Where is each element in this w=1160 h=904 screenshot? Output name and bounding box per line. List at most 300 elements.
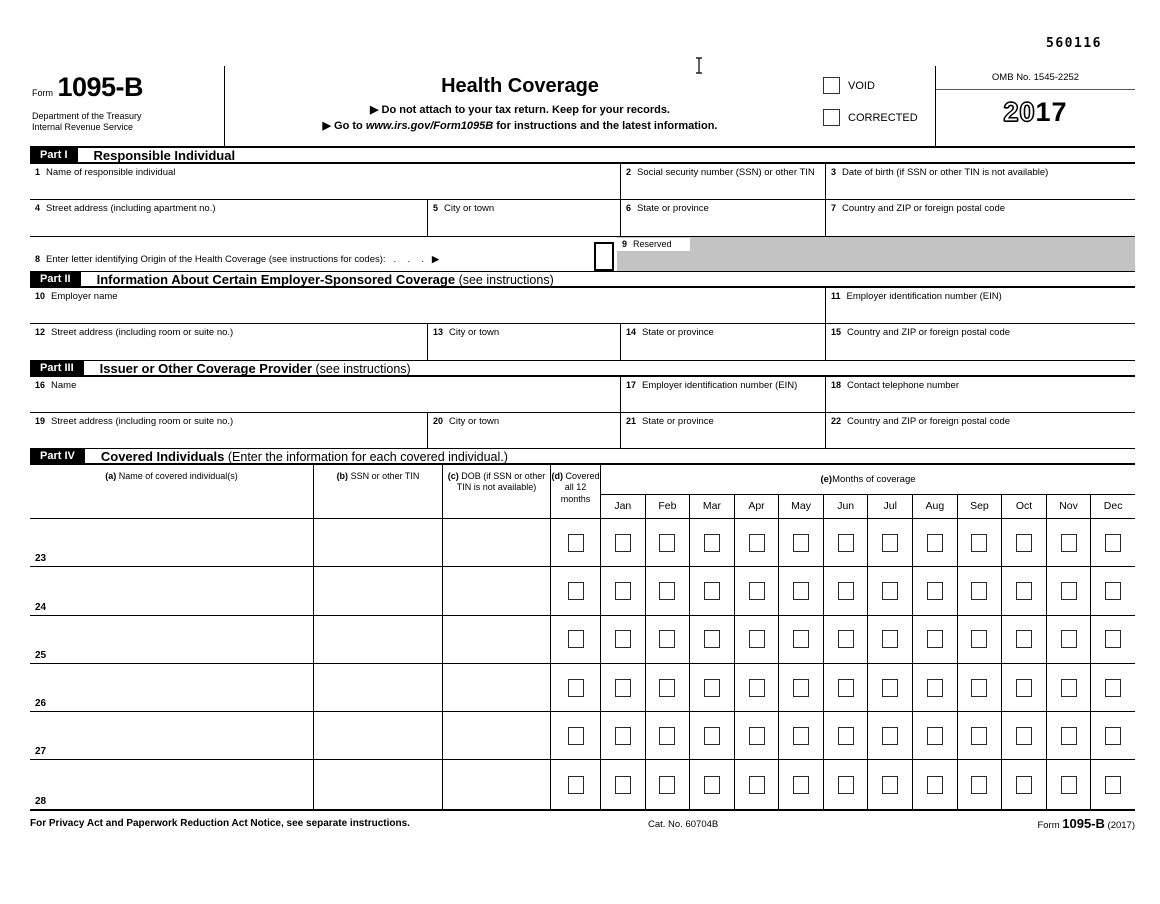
row-number: 25 — [35, 649, 47, 661]
row26-may-checkbox[interactable] — [793, 679, 809, 697]
footer-form-number: 1095-B — [1062, 816, 1105, 831]
row25-aug-cell — [912, 616, 957, 663]
row24-dob-cell[interactable] — [442, 567, 550, 614]
month-header-oct: Oct — [1001, 495, 1046, 518]
row26-aug-cell — [912, 664, 957, 711]
row28-dec-cell — [1090, 760, 1135, 808]
field-5-city[interactable] — [427, 200, 620, 236]
row23-mar-checkbox[interactable] — [704, 534, 720, 552]
part3-chip: Part III — [30, 361, 84, 376]
row24-ssn-cell[interactable] — [313, 567, 442, 614]
row25-oct-cell — [1001, 616, 1046, 663]
row27-months-cells — [600, 712, 1135, 759]
row23-all-12-months-checkbox[interactable] — [568, 534, 584, 552]
covered-individual-row-28 — [30, 760, 1135, 808]
row23-jun-cell — [823, 519, 868, 566]
field-8-origin-code — [30, 237, 617, 271]
field-label: City or town — [449, 327, 500, 338]
col-b-label: SSN or other TIN — [348, 471, 420, 481]
month-header-jul: Jul — [867, 495, 912, 518]
col-e-prefix: (e) — [820, 474, 833, 485]
part1-chip: Part I — [30, 148, 78, 163]
row25-jun-checkbox[interactable] — [838, 630, 854, 648]
part2-row1 — [30, 288, 1135, 324]
covered-individual-row-26 — [30, 664, 1135, 712]
row25-jun-cell — [823, 616, 868, 663]
form-number: 1095-B — [57, 72, 144, 102]
row27-mar-checkbox[interactable] — [704, 727, 720, 745]
covered-individuals-header — [30, 465, 1135, 519]
row24-oct-cell — [1001, 567, 1046, 614]
row24-name-cell[interactable] — [30, 567, 313, 614]
row23-mar-cell — [689, 519, 734, 566]
col-a-label: Name of covered individual(s) — [116, 471, 238, 481]
row27-sep-checkbox[interactable] — [971, 727, 987, 745]
row28-aug-checkbox[interactable] — [927, 776, 943, 794]
field-15-country-zip[interactable] — [825, 324, 1135, 360]
part4-title — [101, 449, 508, 464]
field-11-ein[interactable] — [825, 288, 1135, 323]
row27-jul-checkbox[interactable] — [882, 727, 898, 745]
row28-nov-cell — [1046, 760, 1091, 808]
form-note-1: ▶ Do not attach to your tax return. Keep for your records. — [369, 104, 670, 116]
field-20-city[interactable] — [427, 413, 620, 448]
part1-title: Responsible Individual — [93, 147, 236, 163]
field-label: Date of birth (if SSN or other TIN is not available) — [842, 167, 1049, 178]
row26-jun-cell — [823, 664, 868, 711]
field-number: 7 — [831, 203, 837, 213]
row28-dec-checkbox[interactable] — [1105, 776, 1121, 794]
reserved-label-box — [617, 238, 690, 251]
row25-aug-checkbox[interactable] — [927, 630, 943, 648]
part3-title-text: Issuer or Other Coverage Provider — [99, 360, 313, 376]
row24-aug-cell — [912, 567, 957, 614]
field-4-street-address[interactable] — [30, 200, 427, 236]
row26-dec-checkbox[interactable] — [1105, 679, 1121, 697]
print-batch-number: 560116 — [1046, 36, 1102, 51]
privacy-notice: For Privacy Act and Paperwork Reduction Act Notice, see separate instructions. — [30, 818, 410, 829]
row28-jun-checkbox[interactable] — [838, 776, 854, 794]
field-label: State or province — [642, 416, 714, 427]
field-3-dob[interactable] — [825, 164, 1135, 199]
row25-oct-checkbox[interactable] — [1016, 630, 1032, 648]
field-number: 9 — [622, 239, 628, 249]
row28-may-cell — [778, 760, 823, 808]
row24-dec-checkbox[interactable] — [1105, 582, 1121, 600]
part1-row3 — [30, 237, 1135, 272]
covered-individual-row-25 — [30, 616, 1135, 664]
field-number: 20 — [433, 416, 444, 426]
row25-covered-all-12-months-cell — [550, 616, 600, 663]
row23-aug-checkbox[interactable] — [927, 534, 943, 552]
row23-oct-checkbox[interactable] — [1016, 534, 1032, 552]
field-label: Social security number (SSN) or other TIN — [637, 167, 815, 178]
field-number: 15 — [831, 327, 842, 337]
part3-bar — [30, 361, 1135, 377]
row23-covered-all-12-months-cell — [550, 519, 600, 566]
row27-dec-cell — [1090, 712, 1135, 759]
field-21-state[interactable] — [620, 413, 825, 448]
origin-code-entry-box[interactable] — [594, 242, 614, 271]
row26-sep-checkbox[interactable] — [971, 679, 987, 697]
row26-dec-cell — [1090, 664, 1135, 711]
part4-bar — [30, 449, 1135, 465]
row28-aug-cell — [912, 760, 957, 808]
row23-may-checkbox[interactable] — [793, 534, 809, 552]
part2-row2 — [30, 324, 1135, 361]
row25-months-cells — [600, 616, 1135, 663]
row24-mar-cell — [689, 567, 734, 614]
row24-nov-checkbox[interactable] — [1061, 582, 1077, 600]
field-number: 12 — [35, 327, 46, 337]
field-number: 10 — [35, 291, 46, 301]
part3-row2 — [30, 413, 1135, 449]
row26-jul-cell — [867, 664, 912, 711]
row26-feb-checkbox[interactable] — [659, 679, 675, 697]
irs-url: www.irs.gov/Form1095B — [365, 119, 494, 132]
row25-may-checkbox[interactable] — [793, 630, 809, 648]
row25-jul-cell — [867, 616, 912, 663]
row24-apr-checkbox[interactable] — [749, 582, 765, 600]
row23-name-cell[interactable] — [30, 519, 313, 566]
row28-jan-checkbox[interactable] — [615, 776, 631, 794]
row28-feb-checkbox[interactable] — [659, 776, 675, 794]
row27-feb-cell — [645, 712, 690, 759]
row24-all-12-months-checkbox[interactable] — [568, 582, 584, 600]
field-7-country-zip[interactable] — [825, 200, 1135, 236]
row26-may-cell — [778, 664, 823, 711]
row28-mar-checkbox[interactable] — [704, 776, 720, 794]
month-header-dec: Dec — [1090, 495, 1135, 518]
col-d-label: Covered all 12 months — [560, 471, 600, 504]
field-number: 17 — [626, 380, 637, 390]
row27-aug-checkbox[interactable] — [927, 727, 943, 745]
row28-may-checkbox[interactable] — [793, 776, 809, 794]
field-number: 5 — [433, 203, 439, 213]
field-number: 22 — [831, 416, 842, 426]
row25-dob-cell[interactable] — [442, 616, 550, 663]
part1-row2 — [30, 200, 1135, 237]
field-number: 16 — [35, 380, 46, 390]
row26-oct-checkbox[interactable] — [1016, 679, 1032, 697]
year-outline: 20 — [1003, 97, 1036, 127]
part2-chip: Part II — [30, 272, 81, 287]
row27-may-checkbox[interactable] — [793, 727, 809, 745]
field-label: City or town — [449, 416, 500, 427]
covered-individuals-rows — [30, 519, 1135, 809]
row23-dob-cell[interactable] — [442, 519, 550, 566]
row23-aug-cell — [912, 519, 957, 566]
row25-mar-checkbox[interactable] — [704, 630, 720, 648]
field-13-city[interactable] — [427, 324, 620, 360]
row28-covered-all-12-months-cell — [550, 760, 600, 808]
field-number: 3 — [831, 167, 837, 177]
field-16-issuer-name[interactable] — [30, 377, 620, 412]
field-number: 13 — [433, 327, 444, 337]
row25-may-cell — [778, 616, 823, 663]
row28-jun-cell — [823, 760, 868, 808]
form-title: Health Coverage — [441, 75, 599, 97]
arrow-right-icon: ▶ — [432, 254, 439, 264]
row28-ssn-cell[interactable] — [313, 760, 442, 808]
row25-name-cell[interactable] — [30, 616, 313, 663]
row26-all-12-months-checkbox[interactable] — [568, 679, 584, 697]
row26-mar-checkbox[interactable] — [704, 679, 720, 697]
row23-jan-checkbox[interactable] — [615, 534, 631, 552]
row25-nov-checkbox[interactable] — [1061, 630, 1077, 648]
row26-aug-checkbox[interactable] — [927, 679, 943, 697]
row27-jun-checkbox[interactable] — [838, 727, 854, 745]
part1-bar — [30, 148, 1135, 164]
corrected-label: CORRECTED — [848, 111, 918, 124]
void-row — [823, 77, 935, 94]
row-number: 27 — [35, 746, 47, 758]
row23-months-cells — [600, 519, 1135, 566]
field-label: State or province — [642, 327, 714, 338]
form-title-block — [225, 66, 815, 146]
row26-jul-checkbox[interactable] — [882, 679, 898, 697]
row26-mar-cell — [689, 664, 734, 711]
row24-jun-checkbox[interactable] — [838, 582, 854, 600]
col-b-prefix: (b) — [336, 471, 349, 481]
row23-jul-checkbox[interactable] — [882, 534, 898, 552]
row28-name-cell[interactable] — [30, 760, 313, 808]
row24-may-cell — [778, 567, 823, 614]
row26-feb-cell — [645, 664, 690, 711]
row27-name-cell[interactable] — [30, 712, 313, 759]
row28-mar-cell — [689, 760, 734, 808]
field-10-employer-name[interactable] — [30, 288, 825, 323]
row27-apr-checkbox[interactable] — [749, 727, 765, 745]
field-17-ein[interactable] — [620, 377, 825, 412]
row25-feb-cell — [645, 616, 690, 663]
field-label: Country and ZIP or foreign postal code — [847, 327, 1011, 338]
covered-individuals-table — [30, 465, 1135, 811]
row24-covered-all-12-months-cell — [550, 567, 600, 614]
row28-sep-checkbox[interactable] — [971, 776, 987, 794]
form-id-block — [30, 66, 225, 146]
dept-line2: Internal Revenue Service — [32, 121, 134, 132]
row24-feb-checkbox[interactable] — [659, 582, 675, 600]
field-number: 4 — [35, 203, 41, 213]
row26-dob-cell[interactable] — [442, 664, 550, 711]
col-d-header — [550, 465, 600, 518]
year-bold: 17 — [1035, 97, 1068, 127]
col-a-prefix: (a) — [105, 471, 117, 481]
covered-individual-row-24 — [30, 567, 1135, 615]
field-19-street-address[interactable] — [30, 413, 427, 448]
row23-nov-cell — [1046, 519, 1091, 566]
month-header-feb: Feb — [645, 495, 690, 518]
col-c-header — [442, 465, 550, 518]
row25-apr-checkbox[interactable] — [749, 630, 765, 648]
field-number: 2 — [626, 167, 632, 177]
row-number: 26 — [35, 698, 47, 710]
row26-jun-checkbox[interactable] — [838, 679, 854, 697]
field-number: 21 — [626, 416, 637, 426]
row23-oct-cell — [1001, 519, 1046, 566]
note2-prefix: ▶ Go to — [322, 119, 366, 132]
part2-title-text: Information About Certain Employer-Sponsored Coverage — [96, 271, 456, 287]
part3-row1 — [30, 377, 1135, 413]
row27-aug-cell — [912, 712, 957, 759]
covered-individual-row-23 — [30, 519, 1135, 567]
row28-oct-cell — [1001, 760, 1046, 808]
row24-aug-checkbox[interactable] — [927, 582, 943, 600]
dot-leader: . . . — [393, 254, 427, 265]
row23-ssn-cell[interactable] — [313, 519, 442, 566]
field-18-phone[interactable] — [825, 377, 1135, 412]
part2-title — [97, 272, 554, 287]
part1-row1 — [30, 164, 1135, 200]
row27-jan-checkbox[interactable] — [615, 727, 631, 745]
row28-jul-checkbox[interactable] — [882, 776, 898, 794]
row28-dob-cell[interactable] — [442, 760, 550, 808]
months-of-coverage-label — [601, 465, 1135, 495]
col-d-prefix: (d) — [551, 471, 563, 481]
field-label: Employer identification number (EIN) — [642, 380, 798, 391]
row23-jan-cell — [601, 519, 645, 566]
row27-all-12-months-checkbox[interactable] — [568, 727, 584, 745]
row27-ssn-cell[interactable] — [313, 712, 442, 759]
row23-dec-cell — [1090, 519, 1135, 566]
month-header-apr: Apr — [734, 495, 779, 518]
footer-form-year: (2017) — [1104, 820, 1135, 831]
corrected-checkbox[interactable] — [823, 109, 840, 126]
part3-title-note: (see instructions) — [312, 361, 411, 376]
row28-all-12-months-checkbox[interactable] — [568, 776, 584, 794]
row24-mar-checkbox[interactable] — [704, 582, 720, 600]
row28-apr-checkbox[interactable] — [749, 776, 765, 794]
void-corrected-block — [815, 66, 935, 146]
row25-jan-checkbox[interactable] — [615, 630, 631, 648]
row25-dec-checkbox[interactable] — [1105, 630, 1121, 648]
row27-nov-checkbox[interactable] — [1061, 727, 1077, 745]
col-b-header — [313, 465, 442, 518]
row28-jul-cell — [867, 760, 912, 808]
row25-feb-checkbox[interactable] — [659, 630, 675, 648]
row26-jan-checkbox[interactable] — [615, 679, 631, 697]
field-label: Reserved — [633, 239, 672, 249]
row26-apr-cell — [734, 664, 779, 711]
row23-jul-cell — [867, 519, 912, 566]
row27-nov-cell — [1046, 712, 1091, 759]
row26-covered-all-12-months-cell — [550, 664, 600, 711]
row23-dec-checkbox[interactable] — [1105, 534, 1121, 552]
row24-apr-cell — [734, 567, 779, 614]
row28-sep-cell — [957, 760, 1002, 808]
row27-covered-all-12-months-cell — [550, 712, 600, 759]
col-e-header — [600, 465, 1135, 518]
field-number: 6 — [626, 203, 632, 213]
field-label: Employer identification number (EIN) — [846, 291, 1002, 302]
col-e-label: Months of coverage — [832, 474, 916, 485]
row27-feb-checkbox[interactable] — [659, 727, 675, 745]
field-6-state[interactable] — [620, 200, 825, 236]
row24-sep-checkbox[interactable] — [971, 582, 987, 600]
row24-oct-checkbox[interactable] — [1016, 582, 1032, 600]
field-22-country-zip[interactable] — [825, 413, 1135, 448]
field-2-ssn[interactable] — [620, 164, 825, 199]
row27-oct-checkbox[interactable] — [1016, 727, 1032, 745]
field-number: 14 — [626, 327, 637, 337]
field-label: Street address (including apartment no.) — [46, 203, 216, 214]
row25-sep-cell — [957, 616, 1002, 663]
row24-jul-cell — [867, 567, 912, 614]
void-label: VOID — [848, 79, 875, 92]
field-label: Enter letter identifying Origin of the Health Coverage (see instructions for codes): — [46, 254, 386, 265]
row25-jan-cell — [601, 616, 645, 663]
row28-nov-checkbox[interactable] — [1061, 776, 1077, 794]
row24-jul-checkbox[interactable] — [882, 582, 898, 600]
row28-apr-cell — [734, 760, 779, 808]
field-label: Contact telephone number — [847, 380, 959, 391]
field-14-state[interactable] — [620, 324, 825, 360]
month-header-mar: Mar — [689, 495, 734, 518]
month-header-nov: Nov — [1046, 495, 1091, 518]
row24-may-checkbox[interactable] — [793, 582, 809, 600]
row23-jun-checkbox[interactable] — [838, 534, 854, 552]
row26-name-cell[interactable] — [30, 664, 313, 711]
row27-jun-cell — [823, 712, 868, 759]
month-header-aug: Aug — [912, 495, 957, 518]
row23-feb-cell — [645, 519, 690, 566]
row28-oct-checkbox[interactable] — [1016, 776, 1032, 794]
footer-form-id — [1037, 816, 1135, 831]
row28-feb-cell — [645, 760, 690, 808]
col-c-label: DOB (if SSN or other TIN is not available) — [456, 471, 546, 493]
row-number: 23 — [35, 553, 47, 565]
row23-apr-checkbox[interactable] — [749, 534, 765, 552]
footer-form-word: Form — [1037, 820, 1063, 831]
field-12-street-address[interactable] — [30, 324, 427, 360]
row25-sep-checkbox[interactable] — [971, 630, 987, 648]
field-label: State or province — [637, 203, 709, 214]
row25-jul-checkbox[interactable] — [882, 630, 898, 648]
row24-jan-checkbox[interactable] — [615, 582, 631, 600]
row25-all-12-months-checkbox[interactable] — [568, 630, 584, 648]
row27-dec-checkbox[interactable] — [1105, 727, 1121, 745]
row23-feb-checkbox[interactable] — [659, 534, 675, 552]
void-checkbox[interactable] — [823, 77, 840, 94]
row24-nov-cell — [1046, 567, 1091, 614]
row26-apr-checkbox[interactable] — [749, 679, 765, 697]
omb-year-block — [935, 66, 1135, 146]
row23-sep-checkbox[interactable] — [971, 534, 987, 552]
month-header-jun: Jun — [823, 495, 868, 518]
row25-ssn-cell[interactable] — [313, 616, 442, 663]
corrected-row — [823, 109, 935, 126]
field-label: Employer name — [51, 291, 118, 302]
row27-sep-cell — [957, 712, 1002, 759]
row27-dob-cell[interactable] — [442, 712, 550, 759]
field-1-responsible-name[interactable] — [30, 164, 620, 199]
month-header-jan: Jan — [614, 500, 632, 512]
row23-nov-checkbox[interactable] — [1061, 534, 1077, 552]
row26-oct-cell — [1001, 664, 1046, 711]
form-note-2 — [225, 119, 815, 135]
field-label: Country and ZIP or foreign postal code — [847, 416, 1011, 427]
row26-ssn-cell[interactable] — [313, 664, 442, 711]
row26-sep-cell — [957, 664, 1002, 711]
row26-nov-checkbox[interactable] — [1061, 679, 1077, 697]
form-body — [30, 66, 1135, 811]
row26-nov-cell — [1046, 664, 1091, 711]
col-c-prefix: (c) — [447, 471, 459, 481]
row-number: 24 — [35, 601, 47, 613]
row27-jul-cell — [867, 712, 912, 759]
omb-number: OMB No. 1545-2252 — [936, 66, 1135, 90]
